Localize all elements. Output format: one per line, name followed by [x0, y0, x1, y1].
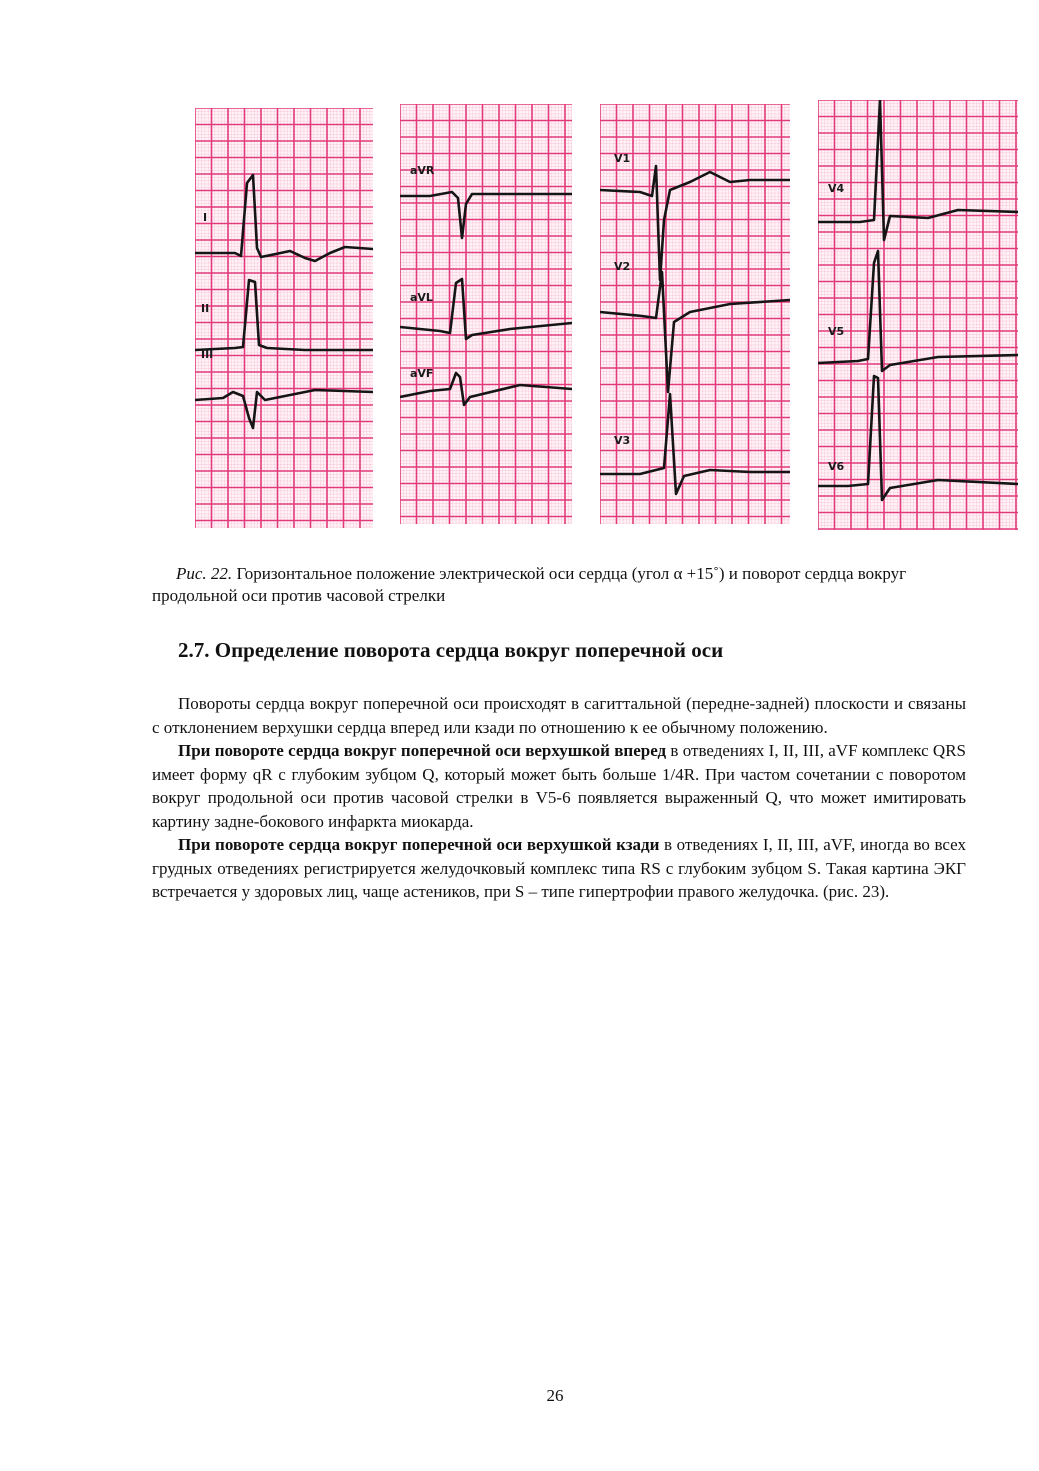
ecg-lead-label-iii: III	[201, 348, 214, 361]
page-number: 26	[546, 1386, 564, 1405]
ecg-lead-label-v6: V6	[828, 460, 845, 473]
ecg-grid-svg	[818, 100, 1018, 530]
paragraph-text: в отведениях I, II, III, aVF комплекс QRS имеет форму qR с глубоким зубцом Q, который может быть больше 1/4R. При частом сочетании с поворотом вокруг продольной оси против часовой стрелки в V5-6 появляется выраженный Q, что может имитировать картину задне-бокового инфаркта миокарда.	[152, 741, 966, 831]
ecg-panel-chest-right	[600, 104, 790, 524]
paragraph	[152, 692, 966, 739]
ecg-panel-limb-standard	[195, 108, 373, 528]
paragraph-text: Повороты сердца вокруг поперечной оси происходят в сагиттальной (передне-задней) плоскости и связаны с отклонением верхушки сердца вперед или кзади по отношению к ее обычному положению.	[152, 694, 966, 737]
ecg-lead-label-v2: V2	[614, 260, 631, 273]
ecg-grid-svg	[600, 104, 790, 524]
ecg-grid-svg	[195, 108, 373, 528]
figure-caption-label: Рис. 22.	[176, 564, 233, 583]
ecg-lead-label-i: I	[203, 211, 208, 224]
ecg-lead-label-v5: V5	[828, 325, 845, 338]
ecg-figure	[0, 96, 1039, 536]
ecg-lead-label-v3: V3	[614, 434, 631, 447]
paragraph-bold: При повороте сердца вокруг поперечной оси верхушкой кзади	[178, 835, 660, 854]
paragraph-text: в отведениях I, II, III, aVF, иногда во всех грудных отведениях регистрируется желудочковый комплекс типа RS с глубоким зубцом S. Такая картина ЭКГ встречается у здоровых лиц, чаще астеников, при S – типе гипертрофии правого желудочка. (рис. 23).	[152, 835, 966, 901]
ecg-grid-svg	[400, 104, 572, 524]
figure-caption-text: Горизонтальное положение электрической оси сердца (угол α +15˚) и поворот сердца вокруг продольной оси против часовой стрелки	[152, 564, 907, 605]
section-heading: 2.7. Определение поворота сердца вокруг поперечной оси	[178, 638, 724, 662]
ecg-panel-limb-augmented	[400, 104, 572, 524]
paragraph	[152, 739, 966, 833]
paragraph	[152, 833, 966, 904]
ecg-lead-label-avf: aVF	[410, 367, 434, 380]
ecg-lead-label-v4: V4	[828, 182, 845, 195]
ecg-lead-label-ii: II	[201, 302, 210, 315]
ecg-lead-label-v1: V1	[614, 152, 631, 165]
ecg-lead-label-avl: aVL	[410, 291, 433, 304]
figure-caption	[152, 563, 960, 607]
body-text	[152, 692, 966, 904]
paragraph-bold: При повороте сердца вокруг поперечной оси верхушкой вперед	[178, 741, 667, 760]
ecg-lead-label-avr: aVR	[410, 164, 435, 177]
ecg-panel-chest-left	[818, 100, 1018, 530]
